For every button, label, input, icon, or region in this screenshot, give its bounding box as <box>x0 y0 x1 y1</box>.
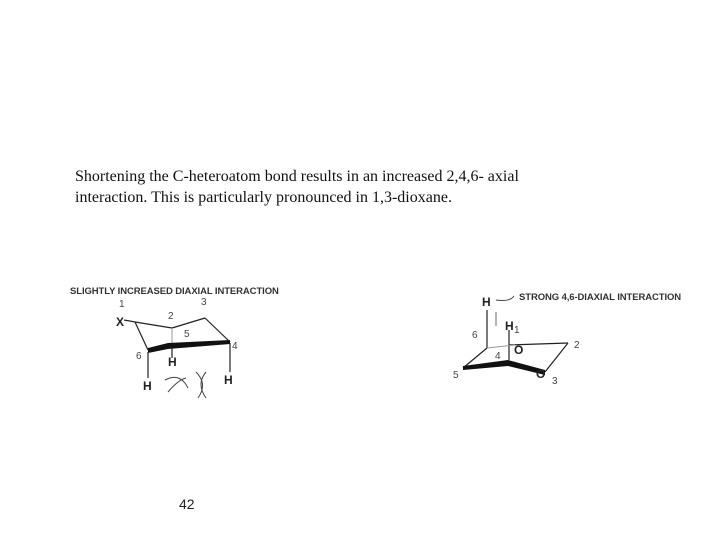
right-atom-number-1: 1 <box>514 325 520 336</box>
left-atom-number-1: 1 <box>119 299 125 310</box>
left-atom-number-3: 3 <box>201 297 207 308</box>
right-atom-number-6: 6 <box>472 330 478 341</box>
left-hydrogen-b: H <box>143 379 152 393</box>
page-number: 42 <box>179 496 195 512</box>
left-atom-number-2: 2 <box>168 311 174 322</box>
right-hydrogen-top: H <box>482 295 491 309</box>
left-chair-figure <box>70 286 279 398</box>
left-figure-caption: SLIGHTLY INCREASED DIAXIAL INTERACTION <box>70 286 279 297</box>
right-oxygen-b: O <box>536 367 546 381</box>
left-atom-number-5: 5 <box>184 329 190 340</box>
right-hydrogen-1: H <box>505 319 514 333</box>
right-oxygen-a: O <box>514 343 524 357</box>
left-atom-number-6: 6 <box>136 351 142 362</box>
left-atom-number-4: 4 <box>232 341 238 352</box>
paragraph-line-2: interaction. This is particularly pronounced in 1,3-dioxane. <box>75 189 452 206</box>
right-atom-number-2: 2 <box>574 340 580 351</box>
right-chair-figure <box>453 292 681 387</box>
left-hydrogen-a: H <box>168 355 177 369</box>
paragraph-line-1: Shortening the C-heteroatom bond results in an increased 2,4,6- axial <box>75 168 519 185</box>
right-atom-number-4: 4 <box>495 351 501 362</box>
right-figure-caption: STRONG 4,6-DIAXIAL INTERACTION <box>519 292 682 303</box>
right-atom-number-3: 3 <box>552 376 558 387</box>
right-atom-number-5: 5 <box>453 370 459 381</box>
left-x-substituent: X <box>116 315 125 329</box>
left-hydrogen-c: H <box>224 373 233 387</box>
